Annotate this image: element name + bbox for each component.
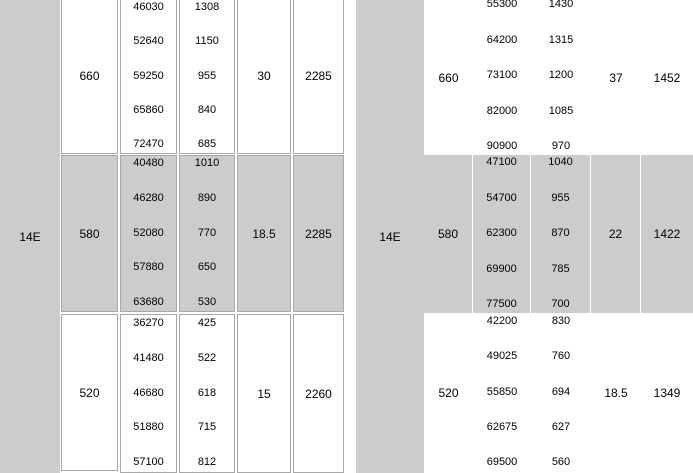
right-g1-head: 955: [551, 191, 570, 204]
left-g1-power: 18.5: [237, 155, 291, 312]
left-model-cell: [0, 0, 60, 473]
left-g0-flow: 46030: [133, 1, 164, 13]
left-model-label: 14E: [19, 229, 41, 244]
right-g1-head: 785: [551, 262, 570, 275]
left-g0-flow: 65860: [133, 103, 164, 116]
left-g0-head: 1150: [195, 35, 219, 48]
left-g0-heads: [179, 0, 235, 154]
left-g2-flow: 46680: [133, 386, 164, 399]
left-g1-flow: 63680: [133, 296, 164, 308]
left-g2-flows: [120, 314, 177, 473]
right-g2-heads: [531, 313, 591, 473]
left-g2-head: 425: [197, 317, 217, 329]
right-g0-head: 1085: [548, 104, 574, 117]
left-g1-flow: 46280: [133, 191, 164, 204]
right-g2-head: 694: [551, 385, 571, 398]
table-separator: [346, 0, 355, 473]
right-g0-head: 1430: [548, 0, 574, 10]
right-g2-weight: 1349: [641, 313, 693, 473]
right-g0-head: 970: [551, 140, 571, 152]
right-g0-flow: 73100: [486, 69, 518, 81]
right-g2-head: 830: [551, 315, 571, 327]
right-g1-head: 700: [551, 298, 570, 310]
right-g2-flows: [473, 313, 531, 473]
right-g0-flow: 55300: [486, 0, 518, 10]
left-g0-speed: 660: [61, 0, 118, 154]
right-g0-flow: 82000: [486, 104, 518, 117]
right-g2-head: 560: [551, 456, 571, 468]
left-g2-head: 618: [197, 386, 217, 399]
right-g1-flow: 69900: [486, 262, 517, 275]
right-g1-flows: [473, 155, 530, 313]
left-g1-head: 650: [197, 261, 217, 274]
left-g2-head: 812: [197, 456, 217, 468]
right-g2-flow: 69500: [486, 456, 518, 468]
right-g1-power: 22: [591, 155, 640, 313]
left-g1-weight: 2285: [293, 155, 344, 312]
right-g2-flow: 55850: [486, 385, 518, 398]
left-g1-flows: [120, 155, 177, 312]
left-g1-speed: 580: [61, 155, 118, 312]
right-g1-weight: 1422: [641, 155, 693, 313]
right-g2-flow: 62675: [486, 420, 518, 433]
left-g2-weight: 2260: [293, 314, 344, 473]
left-g2-power: 15: [237, 314, 291, 473]
left-g2-flow: 51880: [133, 421, 164, 434]
right-g2-power: 18.5: [591, 313, 641, 473]
left-g2-heads: [179, 314, 235, 473]
left-g0-flow: 59250: [133, 69, 164, 82]
right-g0-speed: 660: [424, 0, 473, 155]
right-g1-head: 1040: [548, 156, 573, 168]
left-g0-head: 685: [197, 138, 217, 150]
right-g0-head: 1200: [548, 69, 574, 81]
right-g1-heads: [531, 155, 590, 313]
left-g2-speed: 520: [61, 314, 118, 471]
left-g1-flow: 40480: [133, 157, 164, 169]
right-g1-flow: 62300: [486, 227, 517, 239]
right-g0-weight: 1452: [641, 0, 693, 155]
left-g1-head: 530: [197, 296, 217, 308]
right-g2-flow: 42200: [486, 315, 518, 327]
right-g0-flows: [473, 0, 531, 155]
left-g0-head: 840: [197, 103, 217, 116]
right-g0-heads: [531, 0, 591, 155]
right-g1-flow: 54700: [486, 191, 517, 204]
right-g0-power: 37: [591, 0, 641, 155]
left-g0-weight: 2285: [293, 0, 344, 154]
left-g1-heads: [179, 155, 235, 312]
right-model-label: 14E: [379, 229, 401, 244]
left-g2-flow: 57100: [133, 456, 164, 468]
left-g2-flow: 41480: [133, 351, 164, 364]
right-g1-flow: 77500: [486, 298, 517, 310]
left-g0-flow: 52640: [133, 35, 164, 48]
left-g1-head: 770: [197, 226, 217, 239]
left-g2-head: 715: [197, 421, 217, 434]
left-g2-flow: 36270: [133, 317, 164, 329]
left-g1-flow: 57880: [133, 261, 164, 274]
right-g0-flow: 64200: [486, 33, 518, 46]
right-g1-flow: 47100: [486, 156, 517, 168]
left-g0-flow: 72470: [133, 138, 164, 150]
right-g0-head: 1315: [548, 33, 574, 46]
right-g2-head: 760: [551, 350, 571, 363]
left-g2-head: 522: [197, 351, 217, 364]
left-g1-flow: 52080: [133, 226, 164, 239]
right-g2-flow: 49025: [486, 350, 518, 363]
right-g1-speed: 580: [424, 155, 472, 313]
left-g1-head: 890: [197, 191, 217, 204]
right-g2-head: 627: [551, 420, 571, 433]
right-g2-speed: 520: [424, 313, 473, 473]
left-g0-head: 955: [197, 69, 217, 82]
left-g1-head: 1010: [194, 157, 220, 169]
right-model-cell: [356, 0, 424, 473]
left-g0-head: 1308: [194, 1, 220, 13]
left-g0-power: 30: [237, 0, 291, 154]
right-g1-head: 870: [551, 227, 570, 239]
left-g0-flows: [120, 0, 177, 154]
right-g0-flow: 90900: [486, 140, 518, 152]
